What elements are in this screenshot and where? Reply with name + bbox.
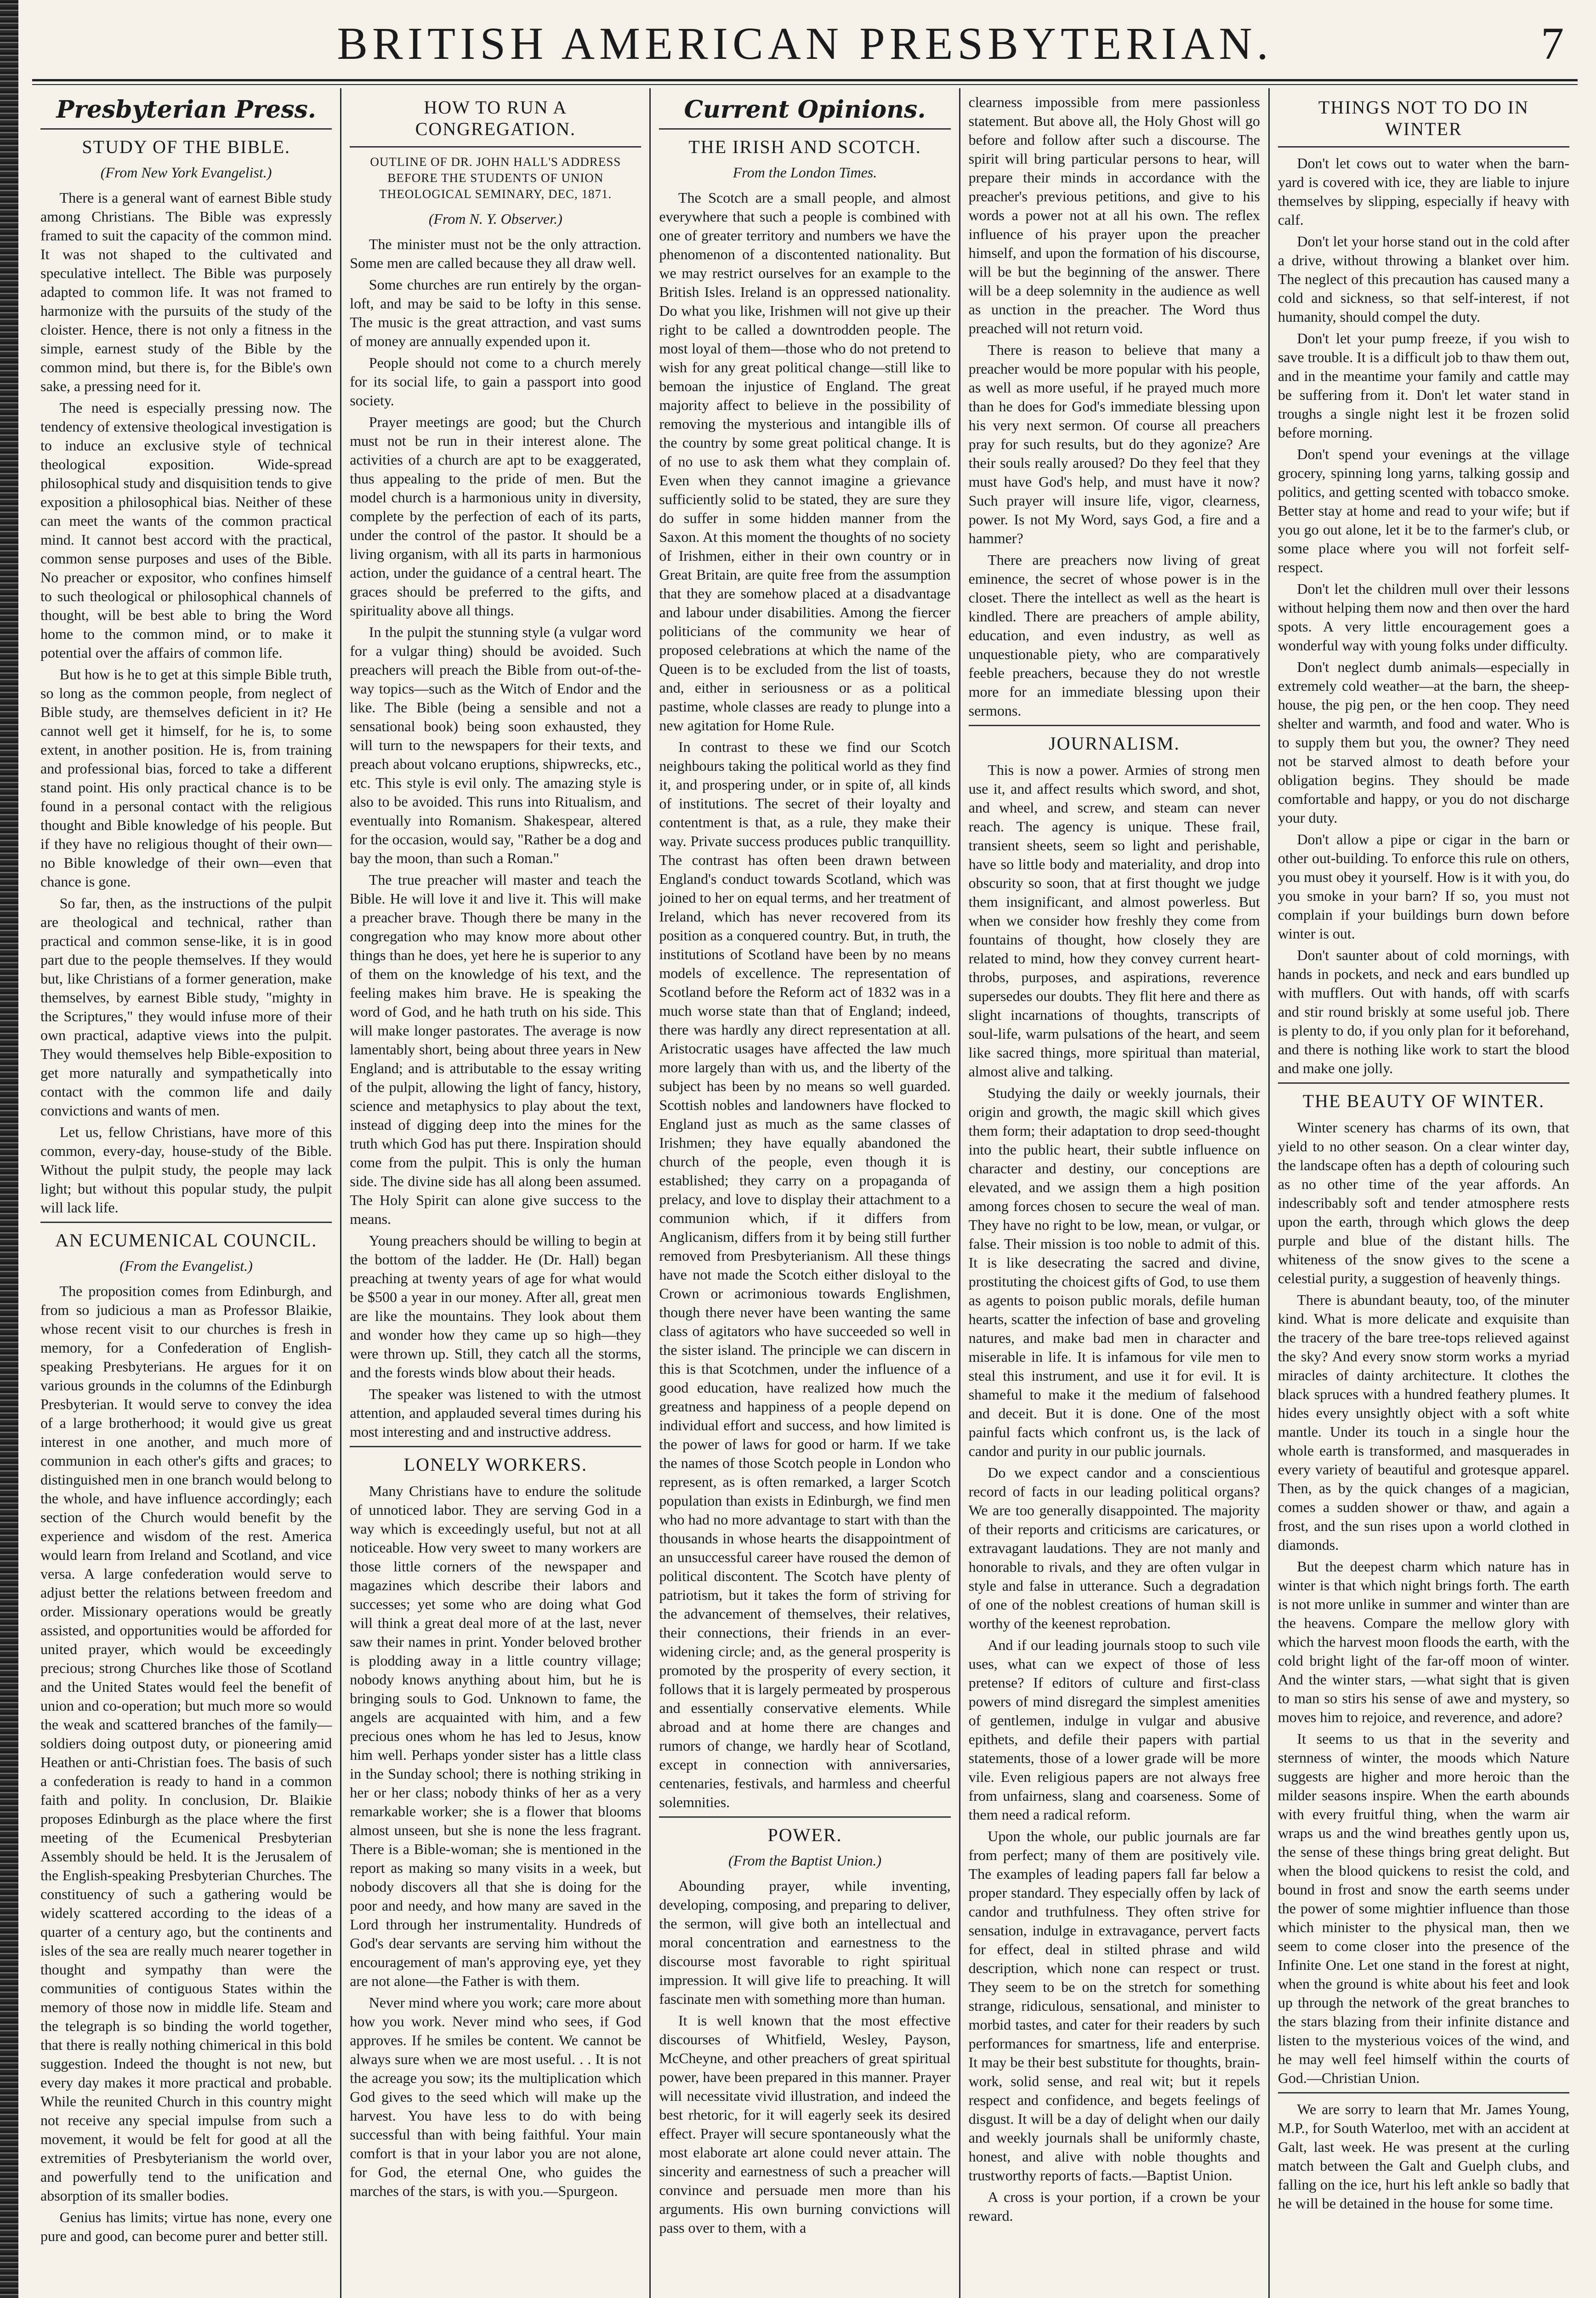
paragraph: Don't saunter about of cold mornings, with hands in pockets, and neck and ears bundled up with mufflers. Out with hands, off with scarfs and stir round briskly at some useful job. There is plenty to do, if you only plan for it beforehand, and there is nothing like work to start the blood and make one jolly. xyxy=(1278,947,1570,1076)
article-source: (From the Baptist Union.) xyxy=(728,1852,881,1869)
divider xyxy=(969,725,1260,726)
article-title: THE BEAUTY OF WINTER. xyxy=(1302,1091,1545,1111)
paragraph: Do we expect candor and a conscientious record of facts in our leading political organs? We are too generally disappointed. The majority of their reports and criticisms are caricatures, or extravagant laudations. They are not manly and honorable to rivals, and they are often vulgar in style and false in utterance. Such a degradation of one of the noblest creations of human skill is worthy of the keenest reprobation. xyxy=(968,1464,1260,1632)
paragraph: And if our leading journals stoop to such vile uses, what can we expect of those of less pretense? If editors of culture and first-class powers of mind disregard the simplest amenities of gentlemen, indulge in vulgar and abusive epithets, and defile their papers with partial statements, those of a lower grade will be more vile. Even religious papers are not always free from unfairness, slang and coarseness. Some of them need a radical reform. xyxy=(968,1637,1260,1823)
paragraph: There is reason to believe that many a preacher would be more popular with his people, as well as more useful, if he prayed much more than he does for God's immediate blessing upon his very next sermon. Of course all preachers pray for such results, but do they agonize? Are their souls really aroused? Do they feel that they must have God's help, and must have it now? Such prayer will insure life, vigor, clearness, power. Is not My Word, says God, a fire and a hammer? xyxy=(968,341,1260,546)
article-title: STUDY OF THE BIBLE. xyxy=(82,137,290,157)
article-body xyxy=(40,1282,332,2246)
column-3 xyxy=(651,88,960,2298)
section-head: Presbyterian Press. xyxy=(56,96,316,124)
paragraph: Upon the whole, our public journals are far from perfect; many of them are positively vile. The examples of leading papers fall far below a proper standard. They especially offen by lack of candor and truthfulness. They often strive for sensation, indulge in extravagance, pervert facts for effect, deal in stilted phrase and wild description, which none can respect or trust. They seem to be on the stretch for something strange, ridiculous, sensational, and minister to morbid tastes, and cater for their readers by such performances for smartness, life and enterprise. It may be their best substitute for thoughts, brain-work, solid sense, and real wit; but it repels respect and confidence, and begets feelings of disgust. It will be a day of delight when our daily and weekly journals shall be uniformly chaste, honest, and alive with noble thoughts and trustworthy reports of facts.—Baptist Union. xyxy=(968,1828,1260,2184)
paragraph: People should not come to a church merely for its social life, to gain a passport into good society. xyxy=(350,354,642,409)
paragraph: Don't spend your evenings at the village grocery, spinning long yarns, talking gossip and politics, and getting scented with tobacco smoke. Better stay at home and read to your wife; but if you go out alone, let it be to the farmer's club, or some place where you will not forfeit self-respect. xyxy=(1278,446,1570,575)
article-source: (From the Evangelist.) xyxy=(119,1257,253,1274)
paragraph: There is abundant beauty, too, of the minuter kind. What is more delicate and exquisite than the tracery of the bare tree-tops relieved against the sky? And every snow storm works a myriad miracles of dainty architecture. It clothes the black spruces with a hundred feathery plumes. It hides every unsightly object with a soft white mantle. Under its touch in a single hour the whole earth is transformed, and masquerades in every variety of beautiful and grotesque apparel. Then, as by the quick changes of a magician, comes a sudden shower or thaw, and again a frost, and the sun rises upon a world clothed in diamonds. xyxy=(1278,1291,1570,1553)
divider xyxy=(350,146,641,148)
paragraph: Genius has limits; virtue has none, every one pure and good, can become purer and better still. xyxy=(40,2209,332,2244)
column-5 xyxy=(1270,88,1578,2298)
paragraph: Let us, fellow Christians, have more of this common, every-day, house-study of the Bible. Without the pulpit study, the people may lack light; but without this popular study, the pulpit will lack life. xyxy=(40,1124,332,1216)
divider xyxy=(1278,2092,1569,2093)
article-title: POWER. xyxy=(767,1825,842,1845)
divider xyxy=(40,1222,332,1223)
article-body xyxy=(969,93,1260,720)
article-title: THINGS NOT TO DO IN WINTER xyxy=(1318,97,1529,139)
column-2 xyxy=(341,88,651,2298)
article-title: JOURNALISM. xyxy=(1049,733,1180,754)
divider xyxy=(659,128,950,130)
divider xyxy=(659,1816,950,1818)
article-title: AN ECUMENICAL COUNCIL. xyxy=(55,1230,318,1251)
paragraph: The Scotch are a small people, and almost everywhere that such a people is combined with one of greater territory and numbers we have the phenomenon of a discontented nationality. But we may restrict ourselves for an example to the British Isles. Ireland is an oppressed nationality. Do what you like, Irishmen will not give up their right to be called a downtrodden people. The most loyal of them—those who do not pretend to wish for any great political change—still like to bemoan the injustice of England. The great majority affect to believe in the possibility of removing the mysterious and intangible ills of the country by some great political change. It is of no use to ask them what they complain of. Even when they cannot imagine a grievance sufficiently solid to be stated, they are sure they do suffer in some hidden manner from the Saxon. At this moment the thoughts of no society of Irishmen, either in their own country or in Great Britain, are quite free from the assumption that they are somehow placed at a disadvantage and labour under disabilities. Among the fiercer politicians of the community we hear of proposed celebrations at which the name of the Queen is to be excluded from the list of toasts, and, either in seriousness or as a political pastime, whole classes are ready to plunge into a new agitation for Home Rule. xyxy=(659,189,951,734)
paragraph: The proposition comes from Edinburgh, and from so judicious a man as Professor Blaikie, whose recent visit to our churches is fresh in memory, for a Confederation of English-speaking Presbyterians. He argues for it on various grounds in the columns of the Edinburgh Presbyterian. It would serve to convey the idea of a large brotherhood; it would give us great interest in one another, and much more of communion in each other's gifts and graces; to distinguished men in one branch would belong to the whole, and have influence accordingly; each section of the Church would benefit by the experience and wisdom of the rest. America would learn from Ireland and Scotland, and vice versa. A large confederation would serve to adjust better the relations between freedom and order. Missionary operations would be greatly assisted, and opportunities would be afforded for united prayer, which would be exceedingly precious; strong Churches like those of Scotland and the United States would feel the benefit of union and co-operation; but much more so would the weak and scattered branches of the family—soldiers doing outpost duty, or pioneering amid Heathen or anti-Christian foes. The basis of such a confederation is ready to hand in a common faith and polity. In conclusion, Dr. Blaikie proposes Edinburgh as the place where the first meeting of the Ecumenical Presbyterian Assembly should be held. It is the Jerusalem of the English-speaking Presbyterian Churches. The constituency of such a gathering would be widely scattered according to the ideas of a quarter of a century ago, but the continents and isles of the sea are really much nearer together in thought and sympathy than were the communities of contiguous States within the memory of those now in middle life. Steam and the telegraph is so binding the world together, that there is really nothing chimerical in this bold suggestion. Indeed the thought is not new, but every day makes it more practical and probable. While the reunited Church in this country might not receive any special impulse from such a movement, it would be felt for good at all the extremities of Presbyterianism the world over, and powerfully tend to the unification and absorption of its smaller bodies. xyxy=(40,1283,332,2204)
paragraph: The true preacher will master and teach the Bible. He will love it and live it. This will make a preacher brave. Though there be many in the congregation who may know more about other things than he does, yet here he is superior to any of them on the knowledge of his text, and the feeling makes him brave. He is speaking the word of God, and he hath truth on his side. This will make longer pastorates. The average is now lamentably short, being about three years in New England; and is attributable to the essay writing of the pulpit, allowing the light of fancy, history, science and metaphysics to play about the text, instead of digging deep into the mines for the truth which God has put there. Inspiration should come from the pulpit. This is only the human side. The divine side has all along been assumed. The Holy Spirit can alone give success to the means. xyxy=(350,871,642,1227)
paragraph: Don't let cows out to water when the barn-yard is covered with ice, they are liable to injure themselves by slipping, especially if heavy with calf. xyxy=(1278,155,1570,228)
paragraph: Don't neglect dumb animals—especially in extremely cold weather—at the barn, the sheep-house, the pig pen, or the hen coop. They need shelter and warmth, and food and water. Who is to supply them but you, the owner? They need not be starved almost to death before your obligation begins. They should be made comfortable and happy, or you do not discharge your duty. xyxy=(1278,659,1570,826)
masthead-rule xyxy=(32,79,1578,85)
paragraph: This is now a power. Armies of strong men use it, and affect results which sword, and shot, and wheel, and screw, and steam can never reach. The agency is unique. These frail, transient sheets, seem so light and perishable, have so little body and materiality, and drop into obscurity so soon, that at first thought we judge them insignificant, and almost powerless. But when we consider how freshly they come from fountains of thought, how closely they are related to mind, how they convey current heart-throbs, purposes, and aspirations, reverence supersedes our doubts. They flit here and there as slight incarnations of thoughts, transcripts of soul-life, warm pulsations of the heart, and seem like sacred things, more spiritual than material, almost alive and talking. xyxy=(968,762,1260,1080)
paragraph: In the pulpit the stunning style (a vulgar word for a vulgar thing) should be avoided. Such preachers will preach the Bible from out-of-the-way topics—such as the Witch of Endor and the like. The Bible (being a sensible and not a sensational book) being soon exhausted, they will turn to the newspapers for their texts, and preach about volcano eruptions, shipwrecks, etc., etc. This style is evil only. The amazing style is also to be avoided. This runs into Ritualism, and eventually into Romanism. Shakespear, altered for the occasion, would say, "Rather be a dog and bay the moon, than such a Roman." xyxy=(350,624,642,866)
paragraph: Young preachers should be willing to begin at the bottom of the ladder. He (Dr. Hall) began preaching at twenty years of age for what would be $500 a year in our money. After all, great men are like the mountains. They look about them and wonder how they came up so high—they were thrown up. Still, they catch all the storms, and the forests winds blow about their heads. xyxy=(350,1232,642,1381)
divider xyxy=(350,1446,641,1447)
article-title: LONELY WORKERS. xyxy=(403,1454,587,1475)
article-body xyxy=(40,188,332,1217)
paragraph: Don't allow a pipe or cigar in the barn or other out-building. To enforce this rule on others, you must obey it yourself. How is it with you, do you smoke in your barn? If so, you must not complain if your buildings burn down before winter is out. xyxy=(1278,831,1570,942)
paragraph: We are sorry to learn that Mr. James Young, M.P., for South Waterloo, met with an accident at Galt, last week. He was present at the curling match between the Galt and Guelph clubs, and falling on the ice, hurt his left ankle so badly that he will be detained in the house for some time. xyxy=(1278,2101,1570,2212)
divider xyxy=(1278,146,1569,148)
paragraph: There is a general want of earnest Bible study among Christians. The Bible was expressly framed to suit the capacity of the common mind. It was not shaped to the cultivated and speculative intellect. The Bible was purposely adapted to common life. It was not framed to harmonize with the pursuits of the study of the cloister. Hence, there is not only a fitness in the simple, earnest study of the Bible by the common mind, but there is, for the Bible's own sake, a pressing need for it. xyxy=(40,189,332,394)
article-title: THE IRISH AND SCOTCH. xyxy=(688,137,921,157)
paragraph: In contrast to these we find our Scotch neighbours taking the political world as they find it, and prospering under, or in spite of, all kinds of institutions. The secret of their loyalty and contentment is that, as a rule, they make their way. Private success produces public tranquillity. The contrast has often been drawn between England's conduct towards Scotland, which was joined to her on equal terms, and her treatment of Ireland, which has never recovered from its position as a conquered country. But, in truth, the institutions of Scotland have been by no means models of excellence. The representation of Scotland before the Reform act of 1832 was in a much worse state than that of England; indeed, there was hardly any direct representation at all. Aristocratic usages have affected the law much more largely than with us, and the liberty of the subject has been by no means so well guarded. Scottish nobles and landowners have flocked to England just as much as the same classes of Irishmen; they have equally abandoned the church of the people, even though it is established; they carry on a propaganda of prelacy, and love to display their attachment to a communion which, if it differs from Anglicanism, differs from it by being still further removed from Presbyterianism. All these things have not made the Scotch either disloyal to the Crown or acrimonious towards Englishmen, though there never have been wanting the same class of agitators who have succeeded so well in the sister island. The principle we can discern in this is that Scotchmen, under the influence of a good education, have realized how much the greatness and happiness of a people depend on individual effort and success, and how limited is the power of laws for good or harm. If we take the names of those Scotch people in London who represent, as is often remarked, a larger Scotch population than exists in Edinburgh, we find men who had no more advantage to start with than the thousands in whose hearts the disappointment of an unsuccessful career have roused the demon of political discontent. The Scotch have plenty of patriotism, but it takes the form of striving for the advancement of themselves, their relatives, their connections, their friends in an ever-widening circle; and, as the general prosperity is promoted by the prosperity of every section, it follows that it is largely permeated by prosperous and essentially conservative elements. While abroad and at home there are changes and rumors of change, we hardly hear of Scotland, except in connection with anniversaries, centenaries, festivals, and harmless and cheerful solemnities. xyxy=(659,739,951,1810)
paragraph: clearness impossible from mere passionless statement. But above all, the Holy Ghost will go before and follow after such a discourse. The spirit will bring particular persons to hear, will prepare their minds in accordance with the preacher's previous petitions, and give to his words a power not at all his own. The reflex influence of his prayer upon the preacher himself, and upon the formation of his discourse, will be but the beginning of the answer. There will be a deep solemnity in the audience as well as unction in the preacher. The Word thus preached will not return void. xyxy=(968,94,1260,336)
paragraph: Don't let your horse stand out in the cold after a drive, without throwing a blanket over him. The neglect of this precaution has caused many a cold and sickness, so that self-interest, if not humanity, should compel the duty. xyxy=(1278,233,1570,325)
paragraph: Prayer meetings are good; but the Church must not be run in their interest alone. The activities of a church are apt to be exaggerated, thus appealing to the pride of men. But the model church is a harmonious unity in diversity, complete by the perfection of each of its parts, under the control of the pastor. It should be a living organism, with all its parts in harmonious action, under the guidance of a central heart. The graces should be preferred to the gifts, and spirituality above all things. xyxy=(350,414,642,619)
paragraph: Abounding prayer, while inventing, developing, composing, and preparing to deliver, the sermon, will give both an intellectual and moral concentration and earnestness to the discourse most favorable to right spiritual impression. It will give life to preaching. It will fascinate men with something more than human. xyxy=(659,1877,951,2007)
paragraph: Don't let the children mull over their lessons without helping them now and then over the hard spots. A very little encouragement goes a wonderful way with young folks under difficulty. xyxy=(1278,580,1570,654)
paragraph: Winter scenery has charms of its own, that yield to no other season. On a clear winter day, the landscape often has a depth of colouring such as no other time of the year affords. An indescribably soft and tender atmosphere rests upon the earth, through which glows the deep purple and blue of the distant hills. The whiteness of the snow gives to the scene a celestial purity, a suggestion of heavenly things. xyxy=(1278,1119,1570,1286)
paragraph: A cross is your portion, if a crown be your reward. xyxy=(968,2189,1260,2224)
article-source: From the London Times. xyxy=(733,164,877,181)
section-head: Current Opinions. xyxy=(684,96,926,124)
column-1 xyxy=(32,88,341,2298)
paragraph: The minister must not be the only attraction. Some men are called because they all draw well. xyxy=(350,236,642,271)
article-body xyxy=(659,188,950,1812)
divider xyxy=(40,128,332,130)
binding-edge xyxy=(0,0,18,2298)
paragraph: Some churches are run entirely by the organ-loft, and may be said to be lofty in this sense. The music is the great attraction, and vast sums of money are annually expended upon it. xyxy=(350,276,642,349)
article-subtitle: OUTLINE OF DR. JOHN HALL'S ADDRESS BEFORE THE STUDENTS OF UNION THEOLOGICAL SEMINARY, DEC, 1871. xyxy=(370,155,621,201)
paragraph: Many Christians have to endure the solitude of unnoticed labor. They are serving God in a way which is exceedingly useful, but not at all noticeable. How very sweet to many workers are those little corners of the newspaper and magazines which describe their labors and successes; yet some who are doing what God will think a great deal more of at the last, never saw their names in print. Yonder beloved brother is plodding away in a little country village; nobody knows anything about him, but he is bringing souls to God. Unknown to fame, the angels are acquainted with him, and a few precious ones whom he has led to Jesus, know him well. Perhaps yonder sister has a little class in the Sunday school; there is nothing striking in her or her class; nobody thinks of her as a very remarkable worker; she is a flower that blooms almost unseen, but she is none the less fragrant. There is a Bible-woman; she is mentioned in the report as making so many visits in a week, but nobody discovers all that she is doing for the poor and needy, and how many are saved in the Lord through her instrumentality. Hundreds of God's dear servants are serving him without the encouragement of man's approving eye, yet they are not alone—the Father is with them. xyxy=(350,1483,642,1989)
paragraph: There are preachers now living of great eminence, the secret of whose power is in the closet. There the intellect as well as the heart is kindled. There are preachers of ample ability, education, and even industry, as well as unquestionable piety, who are comparatively feeble preachers, because they do not wrestle more for an immediate blessing upon their sermons. xyxy=(968,552,1260,719)
article-source: (From N. Y. Observer.) xyxy=(428,210,562,227)
article-title: HOW TO RUN A CONGREGATION. xyxy=(415,97,576,139)
paragraph: So far, then, as the instructions of the pulpit are theological and technical, rather than practical and common sense-like, it is in good part due to the people themselves. If they would but, like Christians of a former generation, make themselves, by earnest Bible study, "mighty in the Scriptures," they would infuse more of their own practical, adaptive views into the pulpit. They would themselves help Bible-exposition to get more naturally and sympathetically into contact with the common life and daily convictions and wants of men. xyxy=(40,895,332,1119)
paragraph: Studying the daily or weekly journals, their origin and growth, the magic skill which gives them form; their adaptation to drop seed-thought into the public heart, their subtle influence on character and destiny, our conceptions are elevated, and we assign them a high position among forces chosen to secure the weal of man. They have no right to be low, mean, or vulgar, or false. Their mission is too noble to admit of this. It is like desecrating the sacred and divine, prostituting the choicest gifts of God, to use them as agents to poison public morals, defile human hearts, scatter the infection of base and groveling natures, and make bad men in character and miserable in life. It is infamous for vile men to steal this instrument, and use it for evil. It is shameful to make it the medium of falsehood and deceit. But it is done. One of the most painful facts which confront us, is the lack of candor and purity in our public journals. xyxy=(968,1085,1260,1459)
column-4 xyxy=(960,88,1270,2298)
newspaper-title: BRITISH AMERICAN PRESBYTERIAN. xyxy=(337,18,1273,69)
paragraph: The need is especially pressing now. The tendency of extensive theological investigation is to induce an exclusive style of technical theological exposition. Wide-spread philosophical study and disquisition tends to give exposition a philosophical bias. Neither of these can meet the wants of the common practical mind. It cannot best accord with the practical, common sense purposes and uses of the Bible. No preacher or expositor, who confines himself to such theological or philosophical channels of thought, will be best able to bring the Word home to the common mind, or to make it potential over the affairs of common life. xyxy=(40,399,332,661)
article-body xyxy=(350,1482,641,2201)
paragraph: But the deepest charm which nature has in winter is that which night brings forth. The earth is not more unlike in summer and winter than are the heavens. Compare the mellow glory with which the harvest moon floods the earth, with the cold bright light of the far-off moon of winter. And the winter stars, —what sight that is given to man so stirs his sense of awe and mystery, so moves him to rejoice, and reverence, and adore? xyxy=(1278,1558,1570,1725)
article-body xyxy=(1278,154,1569,1078)
article-body xyxy=(659,1877,950,2237)
paragraph: It seems to us that in the severity and sternness of winter, the moods which Nature suggests are higher and more heroic than the milder seasons inspire. When the earth abounds with every fruitful thing, when the warm air wraps us and the wind breathes gently upon us, the sense of these things bring great delight. But when the blood quickens to resist the cold, and bound in frost and snow the earth seems under the power of some mightier influence than those which minister to the physical man, then we seem to come closer into the presence of the Infinite One. Let one stand in the forest at night, when the ground is white about his feet and look up through the network of the great branches to the stars blazing from their infinite distance and listen to the mysterious voices of the wind, and he may well feel himself within the courts of God.—Christian Union. xyxy=(1278,1730,1570,2086)
paragraph: It is well known that the most effective discourses of Whitfield, Wesley, Payson, McCheyne, and other preachers of great spiritual power, have been prepared in this manner. Prayer will necessitate vivid illustration, and indeed the best rhetoric, for it will eagerly seek its desired effect. Prayer will secure spontaneously what the most elaborate art alone could never attain. The sincerity and earnestness of such a preacher will convince and persuade men more than his arguments. His own burning convictions will pass over to them, with a xyxy=(659,2012,951,2236)
paragraph: Don't let your pump freeze, if you wish to save trouble. It is a difficult job to thaw them out, and in the meantime your family and cattle may be suffering from it. Don't let water stand in troughs a single night lest it be frozen solid before morning. xyxy=(1278,330,1570,441)
article-body xyxy=(969,761,1260,2225)
page-number: 7 xyxy=(1541,18,1564,69)
article-body xyxy=(350,235,641,1441)
masthead xyxy=(32,9,1578,78)
paragraph: But how is he to get at this simple Bible truth, so long as the common people, from neglect of Bible study, are themselves deficient in it? He cannot well get it himself, for he is, to some extent, in another position. He is, from training and professional bias, forced to take a different stand point. His only practical chance is to be found in a personal contact with the religious thought and Bible knowledge of his people. But if they have no religious thought of their own—no Bible knowledge of their own—even that chance is gone. xyxy=(40,666,332,890)
article-source: (From New York Evangelist.) xyxy=(100,164,272,181)
divider xyxy=(1278,1082,1569,1084)
paragraph: The speaker was listened to with the utmost attention, and applauded several times during his most interesting and and instructive address. xyxy=(350,1386,642,1440)
paragraph: Never mind where you work; care more about how you work. Never mind who sees, if God approves. If he smiles be content. We cannot be always sure when we are most useful. . . It is not the acreage you sow; its the multiplication which God gives to the seed which will make up the harvest. You have less to do with being successful than with being faithful. Your main comfort is that in your labor you are not alone, for God, the eternal One, who guides the marches of the stars, is with you.—Spurgeon. xyxy=(350,1994,642,2199)
page-columns xyxy=(32,88,1578,2298)
article-body xyxy=(1278,1118,1569,2213)
